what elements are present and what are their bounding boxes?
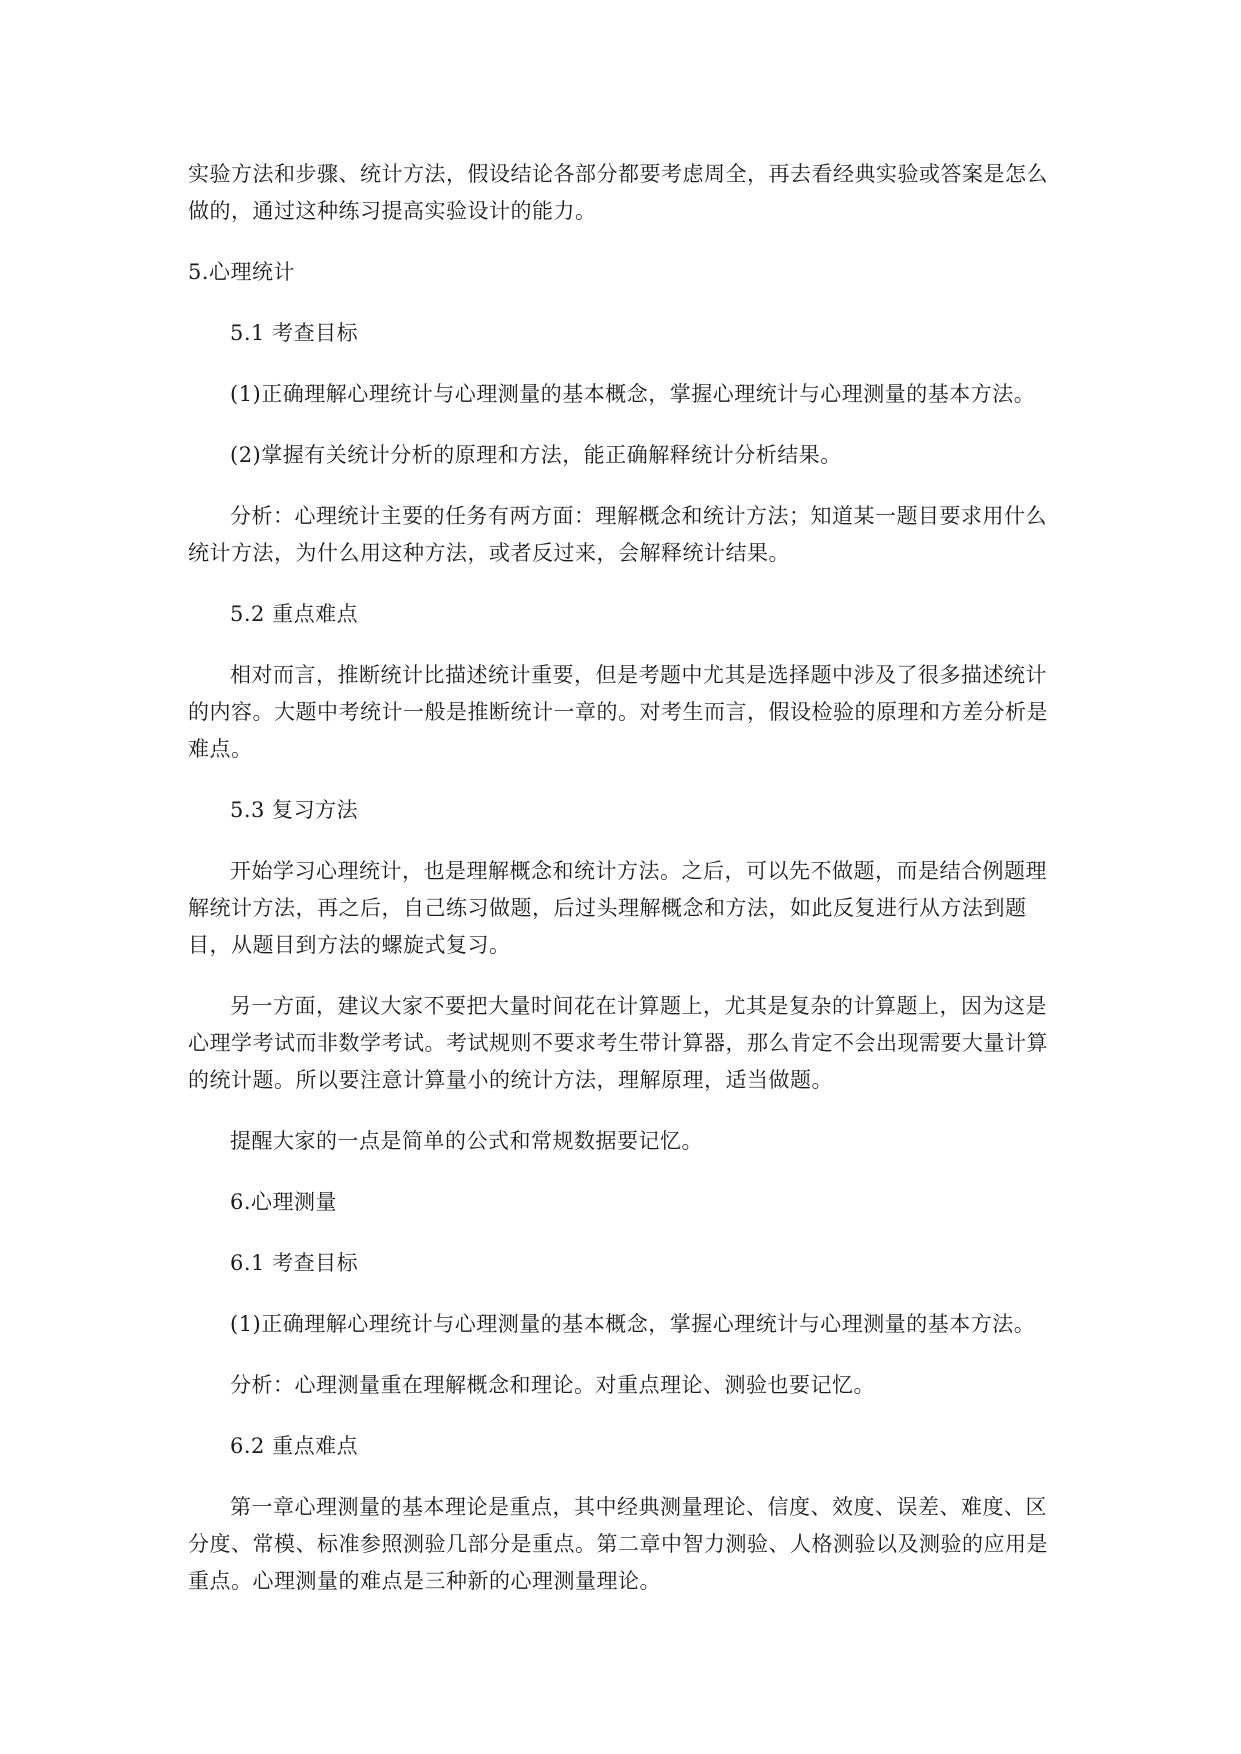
- subheading-5-3: 5.3 复习方法: [230, 798, 359, 822]
- paragraph-5-3-c: 提醒大家的一点是简单的公式和常规数据要记忆。: [230, 1129, 703, 1153]
- subheading-5-2: 5.2 重点难点: [230, 602, 359, 626]
- list-item-6-1-1: (1)正确理解心理统计与心理测量的基本概念，掌握心理统计与心理测量的基本方法。: [230, 1312, 1036, 1336]
- analysis-paragraph-5: 分析：心理统计主要的任务有两方面：理解概念和统计方法；知道某一题目要求用什么统计方法，为什么用这种方法，或者反过来，会解释统计结果。: [188, 504, 1047, 565]
- paragraph-5-2: 相对而言，推断统计比描述统计重要，但是考题中尤其是选择题中涉及了很多描述统计的内容。大题中考统计一般是推断统计一章的。对考生而言，假设检验的原理和方差分析是难点。: [188, 663, 1048, 761]
- paragraph-6-2: 第一章心理测量的基本理论是重点，其中经典测量理论、信度、效度、误差、难度、区分度、常模、标准参照测验几部分是重点。第二章中智力测验、人格测验以及测验的应用是重点。心理测量的难点是三种新的心理测量理论。: [188, 1495, 1048, 1593]
- paragraph-continuation: 实验方法和步骤、统计方法，假设结论各部分都要考虑周全，再去看经典实验或答案是怎么做的，通过这种练习提高实验设计的能力。: [188, 162, 1048, 223]
- subheading-6-1: 6.1 考查目标: [230, 1251, 359, 1275]
- subheading-5-1: 5.1 考查目标: [230, 321, 359, 345]
- list-item-5-1-1: (1)正确理解心理统计与心理测量的基本概念，掌握心理统计与心理测量的基本方法。: [230, 382, 1036, 406]
- analysis-paragraph-6: 分析：心理测量重在理解概念和理论。对重点理论、测验也要记忆。: [230, 1373, 875, 1397]
- section-heading-5: 5.心理统计: [188, 260, 296, 284]
- paragraph-5-3-a: 开始学习心理统计，也是理解概念和统计方法。之后，可以先不做题，而是结合例题理解统计方法，再之后，自己练习做题，后过头理解概念和方法，如此反复进行从方法到题目，从题目到方法的螺旋式复习。: [188, 859, 1047, 957]
- document-body: [188, 156, 1054, 1624]
- section-heading-6: 6.心理测量: [230, 1190, 338, 1214]
- list-item-5-1-2: (2)掌握有关统计分析的原理和方法，能正确解释统计分析结果。: [230, 443, 842, 467]
- subheading-6-2: 6.2 重点难点: [230, 1434, 359, 1458]
- paragraph-5-3-b: 另一方面，建议大家不要把大量时间花在计算题上，尤其是复杂的计算题上，因为这是心理学考试而非数学考试。考试规则不要求考生带计算器，那么肯定不会出现需要大量计算的统计题。所以要注意计算量小的统计方法，理解原理，适当做题。: [188, 994, 1048, 1092]
